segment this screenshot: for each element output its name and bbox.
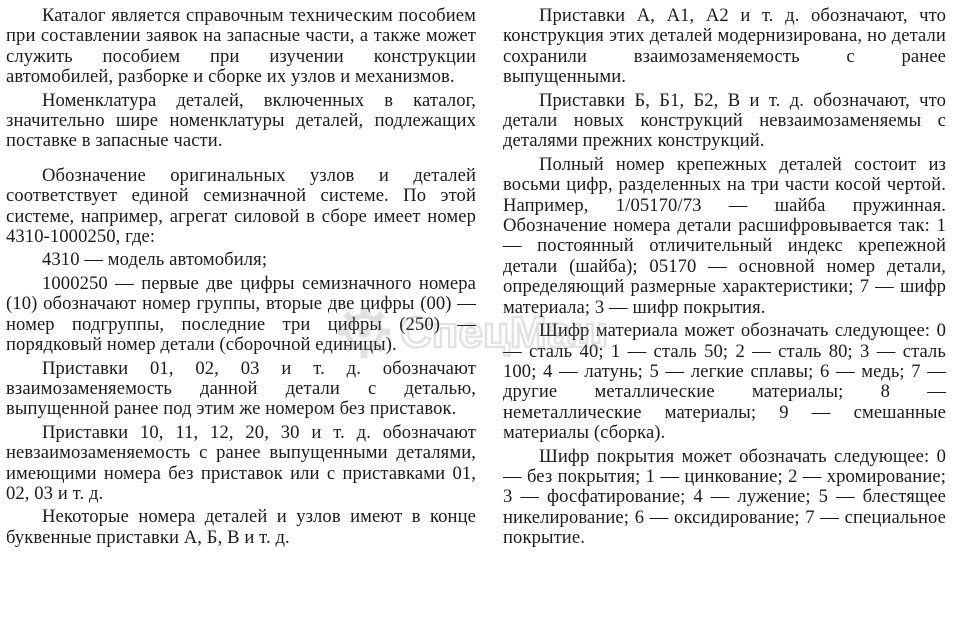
watermark-text: СпецМаш — [400, 308, 609, 357]
left-text-column — [6, 6, 476, 551]
paragraph-model: 4310 — модель автомобиля; — [42, 249, 268, 271]
paragraph-material-code: Шифр материала может обозначать следующее: 0 — сталь 40; 1 — сталь 50; 2 — сталь 80; 3 — сталь 100; 4 — латунь; 5 — легкие сплавы; 6 — медь; 7 — другие металлические материалы; 8 — неметаллические материалы; 9 — смешанные материалы (сборка). — [503, 320, 946, 444]
paragraph-coating-code: Шифр покрытия может обозначать следующее: 0 — без покрытия; 1 — цинкование; 2 — хромирование; 3 — фосфатирование; 4 — лужение; 5 — блестящее никелирование; 6 — оксидирование; 7 — специальное покрытие. — [503, 445, 946, 549]
paragraph-number-breakdown: 1000250 — первые две цифры семизначного номера (10) обозначают номер группы, вторые две цифры (00) — номер подгруппы, последние три цифры (250) — порядковый номер детали (сборочной единицы). — [6, 272, 476, 356]
paragraph-fastener-number: Полный номер крепежных деталей состоит из восьми цифр, разделенных на три части косой чертой. Например, 1/05170/73 — шайба пружинная. Обозначение номера детали расшифровывается так: 1 — постоянный отличительный индекс крепежной детали (шайба); 05170 — основной номер детали, определяющий размерные характеристики; 7 — шифр материала; 3 — шифр покрытия. — [503, 153, 946, 318]
right-text-column — [503, 6, 946, 552]
paragraph-nomenclature: Номенклатура деталей, включенных в каталог, значительно шире номенклатуры деталей, подлежащих поставке в запасные части. — [6, 89, 476, 152]
paragraph-designation-system: Обозначение оригинальных узлов и деталей соответствует единой семизначной системе. По этой системе, например, агрегат силовой в сборе имеет номер 4310-1000250, где: — [6, 164, 476, 248]
paragraph-prefix-a: Приставки А, А1, А2 и т. д. обозначают, что конструкция этих деталей модернизирована, но детали сохранили взаимозаменяемость с ранее выпущенными. — [503, 5, 946, 88]
paragraph-prefix-b: Приставки Б, Б1, Б2, В и т. д. обозначают, что детали новых конструкций невзаимозаменяемы с деталями прежних конструкций. — [503, 89, 946, 152]
paragraph-letter-prefixes: Некоторые номера деталей и узлов имеют в конце буквенные приставки А, Б, В и т. д. — [6, 506, 476, 548]
paragraph-prefix-noninterchangeable: Приставки 10, 11, 12, 20, 30 и т. д. обозначают невзаимозаменяемость с ранее выпущенными деталями, имеющими номера без приставок или с приставками 01, 02, 03 и т. д. — [6, 421, 476, 504]
paragraph-prefix-interchangeable: Приставки 01, 02, 03 и т. д. обозначают взаимозаменяемость данной детали с деталью, выпущенной ранее под этим же номером без приставок. — [6, 357, 476, 420]
paragraph-catalog-purpose: Каталог является справочным техническим пособием при составлении заявок на запасные части, а также может служить пособием при изучении конструкции автомобилей, разборке и сборке их узлов и механизмов. — [6, 5, 476, 88]
